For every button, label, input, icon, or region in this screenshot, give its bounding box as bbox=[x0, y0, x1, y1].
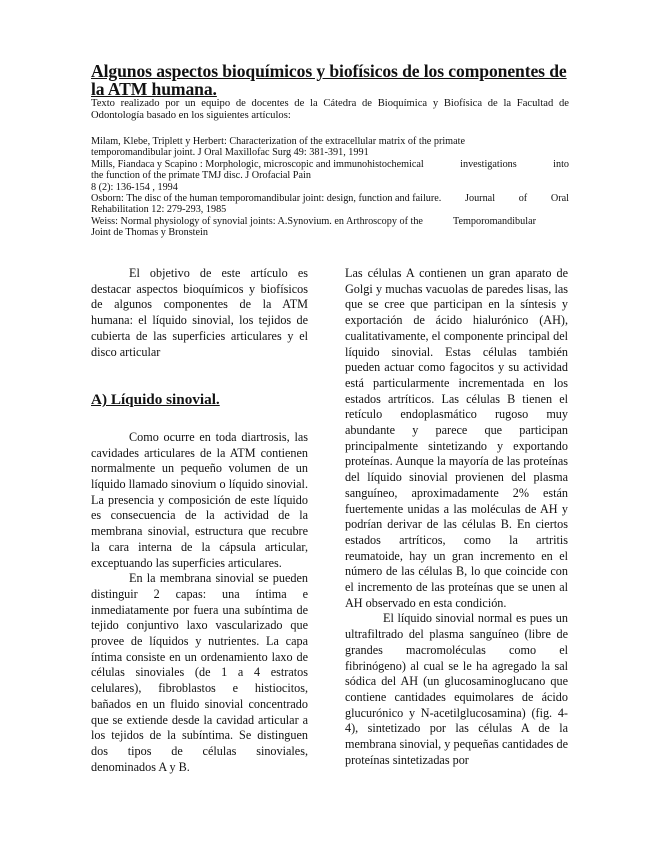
paragraph-liquido-normal: El líquido sinovial normal es pues un ultrafiltrado del plasma sanguíneo (libre de grandes macromoléculas como el fibrinógeno) al cual se le ha agregado la sal sódica del AH (un glucosaminoglucano que contiene cantidades equimolares de ácido glucurónico y N-acetilglucosamina) (fig. 4-4), sintetizado por las células A de la membrana sinovial, y pequeñas cantidades de proteínas sintetizadas por bbox=[345, 611, 568, 767]
reference-1-line-1: Milam, Klebe, Triplett y Herbert: Characterization of the extracellular matrix of the primate bbox=[91, 136, 465, 147]
intro-text: Texto realizado por un equipo de docentes de la Cátedra de Bioquímica y Biofísica de la Facultad de Odontología basado en los siguientes artículos: bbox=[91, 98, 569, 122]
paragraph-membrana: En la membrana sinovial se pueden distinguir 2 capas: una íntima e inmediatamente por fuera una subíntima de tejido conjuntivo laxo vascularizado que provee de líquidos y nutrientes. La capa íntima consiste en un ordenamiento laxo de células sinoviales (de 1 a 4 estratos celulares), fibroblastos e histiocitos, bañados en un fluido sinovial concentrado que se extiende desde la cavidad articular a los tejidos de la subíntima. Se distinguen dos tipos de células sinoviales, denominados A y B. bbox=[91, 571, 308, 774]
reference-4-line-1 bbox=[91, 216, 569, 227]
right-column bbox=[345, 266, 568, 769]
reference-3-line-1 bbox=[91, 193, 569, 204]
reference-4-word: Temporomandibular bbox=[452, 215, 536, 227]
reference-3-word: Journal bbox=[465, 193, 496, 205]
reference-3-word: Oral bbox=[550, 193, 569, 205]
left-column bbox=[91, 266, 308, 775]
reference-2-line-1 bbox=[91, 159, 569, 170]
reference-2-word: investigations bbox=[460, 158, 517, 170]
reference-3-text: Osborn: The disc of the human temporomandibular joint: design, function and failure. bbox=[91, 193, 442, 205]
reference-2-word: into bbox=[553, 158, 569, 170]
paragraph-celulas: Las células A contienen un gran aparato de Golgi y muchas vacuolas de paredes lisas, las que se cree que participan en la síntesis y exportación de ácido hialurónico (AH), cualitativamente, el componente principal del líquido sinovial. Estas células también pueden actuar como fagocitos y su actividad está particularmente incrementada en los estados artríticos. Las células B tienen el retículo endoplasmático rugoso muy abundante y parece que participan principalmente sintetizando y exportando proteínas. Aunque la mayoría de las proteínas del líquido sinovial provienen del plasma sanguíneo, aproximadamente 2% están fuertemente unidas a las moléculas de AH y podrían derivar de las células B. En ciertos estados artríticos, como la artritis reumatoide, hay un gran incremento en el número de las células B, lo que coincide con el incremento de las proteínas que se unen al AH observado en esta condición. bbox=[345, 266, 568, 610]
reference-1-line-2: temporomandibular joint. J Oral Maxillofac Surg 49: 381-391, 1991 bbox=[91, 147, 369, 159]
reference-4-text: Weiss: Normal physiology of synovial joints: A.Synovium. en Arthroscopy of the bbox=[91, 215, 423, 227]
article-title: Algunos aspectos bioquímicos y biofísicos de los componentes de la ATM humana. bbox=[91, 61, 567, 99]
paragraph-objective: El objetivo de este artículo es destacar aspectos bioquímicos y biofísicos de algunos componentes de la ATM humana: el líquido sinovial, los tejidos de cubierta de las superficies articulares y el disco articular bbox=[91, 266, 308, 359]
reference-2-line-3: 8 (2): 136-154 , 1994 bbox=[91, 181, 178, 193]
reference-4-line-2: Joint de Thomas y Bronstein bbox=[91, 227, 208, 239]
reference-list bbox=[91, 136, 569, 239]
section-heading-a: A) Líquido sinovial. bbox=[91, 391, 220, 409]
reference-2-text: Mills, Fiandaca y Scapino : Morphologic, microscopic and immunohistochemical bbox=[91, 158, 424, 170]
reference-3-word: of bbox=[518, 193, 528, 205]
paragraph-diartrosis: Como ocurre en toda diartrosis, las cavidades articulares de la ATM contienen normalmente un pequeño volumen de un líquido llamado sinovium o líquido sinovial. La presencia y composición de este líquido es consecuencia de la actividad de la membrana sinovial, estructura que recubre la cara interna de la cápsula articular, exceptuando las superficies articulares. bbox=[91, 429, 308, 570]
reference-2-line-2: the function of the primate TMJ disc. J Orofacial Pain bbox=[91, 170, 311, 182]
reference-3-line-2: Rehabilitation 12: 279-293, 1985 bbox=[91, 204, 227, 216]
